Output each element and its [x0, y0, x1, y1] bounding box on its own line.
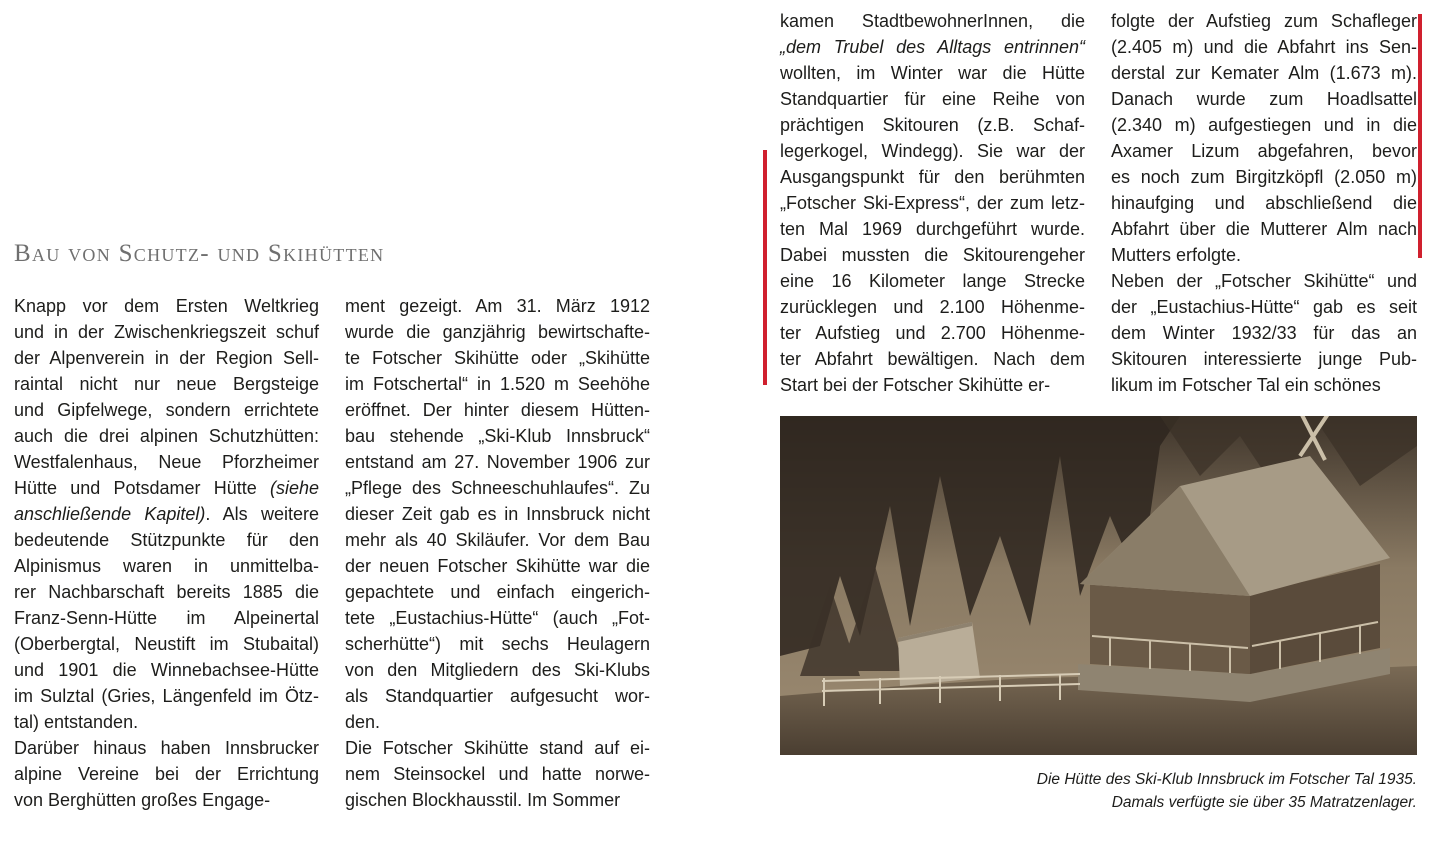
text-line: „Fotscher Ski-Express“, der zum letz-: [780, 193, 1085, 213]
text-line: im Fotschertal“ in 1.520 m Seehöhe: [345, 374, 650, 394]
text-line: folgte der Aufstieg zum Schafleger: [1111, 11, 1417, 31]
text-line: Neben der „Fotscher Skihütte“ und: [1111, 271, 1417, 291]
text-line: Abfahrt über die Mutterer Alm nach: [1111, 219, 1417, 239]
text-line: Skitouren interessierte junge Pub-: [1111, 349, 1417, 369]
margin-marker-right: [1418, 14, 1422, 258]
text-line: ment gezeigt. Am 31. März 1912: [345, 296, 650, 316]
text-line: der neuen Fotscher Skihütte war die: [345, 556, 650, 576]
historic-hut-photo: [780, 416, 1417, 755]
text-line: Dabei mussten die Skitourengeher: [780, 245, 1085, 265]
text-line: als Standquartier aufgesucht wor-: [345, 686, 650, 706]
text-line: „dem Trubel des Alltags entrinnen“: [780, 37, 1085, 57]
text-line: bedeutende Stützpunkte für den: [14, 530, 319, 550]
text-line: dem Winter 1932/33 für das an: [1111, 323, 1417, 343]
text-line: derstal zur Kemater Alm (1.673 m).: [1111, 63, 1417, 83]
text-line: kamen StadtbewohnerInnen, die: [780, 11, 1085, 31]
margin-marker-left: [763, 150, 767, 385]
text-line: hinaufging und abschließend die: [1111, 193, 1417, 213]
text-line: ten Mal 1969 durchgeführt wurde.: [780, 219, 1085, 239]
text-line: wollten, im Winter war die Hütte: [780, 63, 1085, 83]
text-line: ter Abfahrt bewältigen. Nach dem: [780, 349, 1085, 369]
text-column-2: [345, 293, 650, 813]
text-line: likum im Fotscher Tal ein schönes: [1111, 375, 1381, 395]
text-line: Danach wurde zum Hoadlsattel: [1111, 89, 1417, 109]
text-line: im Sulztal (Gries, Längenfeld im Ötz-: [14, 686, 319, 706]
text-line: Alpinismus waren in unmittelba-: [14, 556, 319, 576]
text-line: tal) entstanden.: [14, 712, 139, 732]
section-heading: Bau von Schutz- und Skihütten: [14, 240, 385, 267]
text-line: und in der Zwischenkriegszeit schuf: [14, 322, 319, 342]
text-line: (2.340 m) aufgestiegen und in die: [1111, 115, 1417, 135]
text-line: auch die drei alpinen Schutzhütten:: [14, 426, 319, 446]
text-line: dieser Zeit gab es in Innsbruck nicht: [345, 504, 650, 524]
text-line: Mutters erfolgte.: [1111, 245, 1242, 265]
text-line: der „Eustachius-Hütte“ gab es seit: [1111, 297, 1417, 317]
text-line: Ausgangspunkt für den berühmten: [780, 167, 1085, 187]
text-line: te Fotscher Skihütte oder „Skihütte: [345, 348, 650, 368]
text-line: und Gipfelwege, sondern errichtete: [14, 400, 319, 420]
text-line: Die Fotscher Skihütte stand auf ei-: [345, 738, 650, 758]
text-line: eröffnet. Der hinter diesem Hütten-: [345, 400, 650, 420]
text-line: gepachtete und einfach eingerich-: [345, 582, 650, 602]
text-line: legerkogel, Windegg). Sie war der: [780, 141, 1085, 161]
text-line: ter Aufstieg und 2.700 Höhenme-: [780, 323, 1085, 343]
text-line: Axamer Lizum abgefahren, bevor: [1111, 141, 1417, 161]
text-column-1: [14, 293, 319, 813]
text-line: Franz-Senn-Hütte im Alpeinertal: [14, 608, 319, 628]
text-line: der Alpenverein in der Region Sell-: [14, 348, 319, 368]
text-line: nem Steinsockel und hatte norwe-: [345, 764, 650, 784]
text-line: Standquartier für eine Reihe von: [780, 89, 1085, 109]
text-line: Start bei der Fotscher Skihütte er-: [780, 375, 1051, 395]
text-line: tete „Eustachius-Hütte“ (auch „Fot-: [345, 608, 650, 628]
text-line: von Berghütten großes Engage-: [14, 790, 271, 810]
text-line: Hütte und Potsdamer Hütte (siehe: [14, 478, 319, 498]
text-line: Darüber hinaus haben Innsbrucker: [14, 738, 319, 758]
text-line: anschließende Kapitel). Als weitere: [14, 504, 319, 524]
text-line: es noch zum Birgitzköpfl (2.050 m): [1111, 167, 1417, 187]
text-line: „Pflege des Schneeschuhlaufes“. Zu: [345, 478, 650, 498]
text-line: raintal nicht nur neue Bergsteige: [14, 374, 319, 394]
text-line: und 1901 die Winnebachsee-Hütte: [14, 660, 319, 680]
text-column-3: [780, 8, 1085, 398]
text-line: mehr als 40 Skiläufer. Vor dem Bau: [345, 530, 650, 550]
text-line: den.: [345, 712, 381, 732]
caption-line-1: Die Hütte des Ski-Klub Innsbruck im Fotscher Tal 1935.: [1036, 771, 1417, 788]
text-line: von den Mitgliedern des Ski-Klubs: [345, 660, 650, 680]
text-line: zurücklegen und 2.100 Höhenme-: [780, 297, 1085, 317]
photo-caption: [937, 768, 1417, 814]
text-column-4: [1111, 8, 1417, 398]
text-line: wurde die ganzjährig bewirtschafte-: [345, 322, 650, 342]
text-line: eine 16 Kilometer lange Strecke: [780, 271, 1085, 291]
text-line: bau stehende „Ski-Klub Innsbruck“: [345, 426, 650, 446]
text-line: rer Nachbarschaft bereits 1885 die: [14, 582, 319, 602]
caption-line-2: Damals verfügte sie über 35 Matratzenlager.: [1111, 794, 1417, 811]
text-line: alpine Vereine bei der Errichtung: [14, 764, 319, 784]
text-line: Knapp vor dem Ersten Weltkrieg: [14, 296, 319, 316]
text-line: prächtigen Skitouren (z.B. Schaf-: [780, 115, 1085, 135]
text-line: scherhütte“) mit sechs Heulagern: [345, 634, 650, 654]
text-line: Westfalenhaus, Neue Pforzheimer: [14, 452, 319, 472]
text-line: entstand am 27. November 1906 zur: [345, 452, 650, 472]
text-line: (2.405 m) und die Abfahrt ins Sen-: [1111, 37, 1417, 57]
text-line: (Oberbergtal, Neustift im Stubaital): [14, 634, 319, 654]
text-line: gischen Blockhausstil. Im Sommer: [345, 790, 621, 810]
